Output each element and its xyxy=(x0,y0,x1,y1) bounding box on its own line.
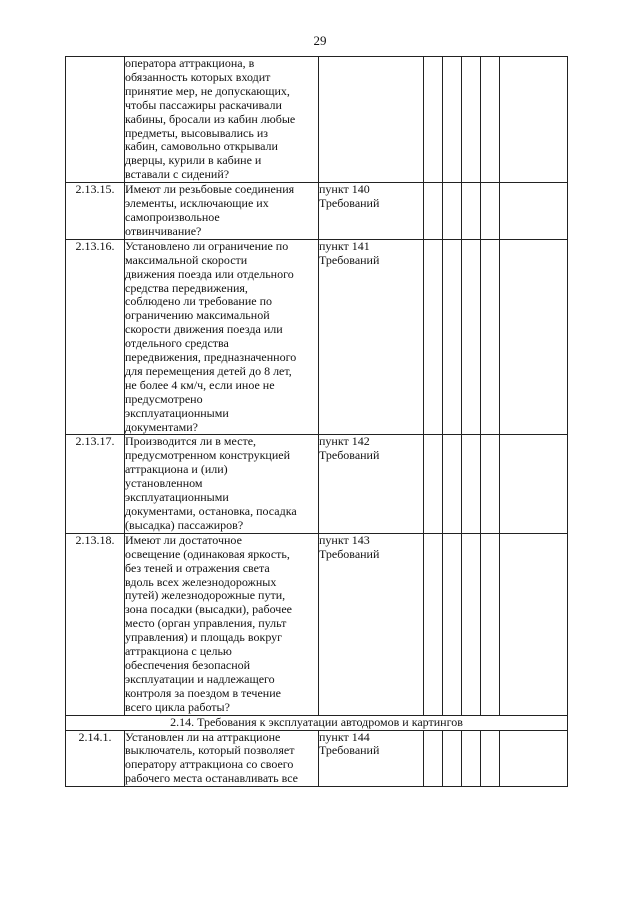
reference-cell xyxy=(319,57,424,183)
question-line: предусмотрено xyxy=(125,391,203,406)
question-line: соблюдено ли требование по xyxy=(125,294,272,309)
answer-cell xyxy=(500,57,568,183)
answer-cell xyxy=(481,730,500,787)
question-line: чтобы пассажиры раскачивали xyxy=(125,97,282,112)
item-number: 2.13.16. xyxy=(75,238,115,253)
question-line: (высадка) пассажиров? xyxy=(125,517,244,532)
question-line: Производится ли в месте, xyxy=(125,434,257,449)
answer-cell xyxy=(443,57,462,183)
question-line: ограничению максимальной xyxy=(125,308,270,323)
question-line: всего цикла работы? xyxy=(125,699,230,714)
question-line: самопроизвольное xyxy=(125,209,220,224)
question-cell xyxy=(125,183,319,240)
answer-cell xyxy=(424,730,443,787)
answer-cell xyxy=(462,57,481,183)
question-line: дверцы, курили в кабине и xyxy=(125,153,262,168)
item-number: 2.14.1. xyxy=(78,729,112,744)
answer-cell xyxy=(500,183,568,240)
question-line: рабочего места останавливать все xyxy=(125,771,299,786)
reference-line: Требований xyxy=(319,196,380,211)
question-line: обеспечения безопасной xyxy=(125,657,251,672)
question-line: зона посадки (высадки), рабочее xyxy=(125,602,292,617)
reference-cell xyxy=(319,435,424,533)
table-row xyxy=(66,183,568,240)
question-line: документами? xyxy=(125,419,199,434)
answer-cell xyxy=(481,435,500,533)
answer-cell xyxy=(462,730,481,787)
answer-cell xyxy=(500,533,568,715)
reference-line: пункт 140 xyxy=(319,182,370,197)
reference-cell xyxy=(319,183,424,240)
table-row xyxy=(66,730,568,787)
question-line: для перемещения детей до 8 лет, xyxy=(125,363,292,378)
question-line: управления) и площадь вокруг xyxy=(125,630,283,645)
question-line: вставали с сидений? xyxy=(125,167,230,182)
answer-cell xyxy=(424,57,443,183)
question-line: кабины, бросали из кабин любые xyxy=(125,111,296,126)
question-line: Имеют ли резьбовые соединения xyxy=(125,182,295,197)
question-cell xyxy=(125,730,319,787)
question-line: предусмотренном конструкцией xyxy=(125,448,291,463)
question-line: скорости движения поезда или xyxy=(125,322,283,337)
question-line: отдельного средства xyxy=(125,336,229,351)
answer-cell xyxy=(462,239,481,435)
answer-cell xyxy=(424,435,443,533)
question-line: Установлен ли на аттракционе xyxy=(125,729,281,744)
answer-cell xyxy=(443,435,462,533)
question-line: передвижения, предназначенного xyxy=(125,350,297,365)
answer-cell xyxy=(481,57,500,183)
answer-cell xyxy=(500,435,568,533)
question-line: выключатель, который позволяет xyxy=(125,743,295,758)
table-row xyxy=(66,435,568,533)
answer-cell xyxy=(443,730,462,787)
section-row xyxy=(66,715,568,730)
reference-cell xyxy=(319,239,424,435)
question-line: эксплуатационными xyxy=(125,405,229,420)
reference-line: пункт 142 xyxy=(319,434,370,449)
question-line: эксплуатационными xyxy=(125,490,229,505)
question-line: вдоль всех железнодорожных xyxy=(125,574,277,589)
answer-cell xyxy=(500,239,568,435)
question-line: освещение (одинаковая яркость, xyxy=(125,546,290,561)
question-line: оператора аттракциона, в xyxy=(125,56,255,70)
question-line: принятие мер, не допускающих, xyxy=(125,83,290,98)
question-line: документами, остановка, посадка xyxy=(125,504,297,518)
answer-cell xyxy=(424,533,443,715)
reference-line: Требований xyxy=(319,546,380,561)
question-line: средства передвижения, xyxy=(125,280,248,295)
question-cell xyxy=(125,239,319,435)
reference-line: Требований xyxy=(319,448,380,463)
question-line: отвинчивание? xyxy=(125,223,202,238)
item-number: 2.13.15. xyxy=(75,182,115,197)
table-row xyxy=(66,57,568,183)
item-number-cell xyxy=(66,533,125,715)
reference-line: Требований xyxy=(319,743,380,758)
question-cell xyxy=(125,57,319,183)
question-line: Установлено ли ограничение по xyxy=(125,238,289,253)
answer-cell xyxy=(481,239,500,435)
question-line: элементы, исключающие их xyxy=(125,196,269,211)
answer-cell xyxy=(443,239,462,435)
page-number: 29 xyxy=(313,33,327,48)
answer-cell xyxy=(462,435,481,533)
checklist-table xyxy=(65,56,568,787)
answer-cell xyxy=(424,183,443,240)
section-heading: 2.14. Требования к эксплуатации автодромов и картингов xyxy=(66,715,568,730)
item-number-cell xyxy=(66,183,125,240)
question-cell xyxy=(125,435,319,533)
question-line: не более 4 км/ч, если иное не xyxy=(125,377,275,392)
question-line: контроля за поездом в течение xyxy=(125,685,281,700)
question-cell xyxy=(125,533,319,715)
reference-line: Требований xyxy=(319,252,380,267)
answer-cell xyxy=(424,239,443,435)
table-row xyxy=(66,533,568,715)
item-number: 2.13.17. xyxy=(75,434,115,449)
question-line: установленном xyxy=(125,476,203,491)
reference-line: пункт 141 xyxy=(319,238,370,253)
question-line: путей) железнодорожные пути, xyxy=(125,588,286,603)
answer-cell xyxy=(462,533,481,715)
question-line: обязанность которых входит xyxy=(125,69,271,84)
answer-cell xyxy=(462,183,481,240)
reference-line: пункт 143 xyxy=(319,532,370,547)
reference-cell xyxy=(319,730,424,787)
answer-cell xyxy=(443,183,462,240)
question-line: аттракциона и (или) xyxy=(125,462,228,477)
reference-cell xyxy=(319,533,424,715)
question-line: Имеют ли достаточное xyxy=(125,532,242,547)
question-line: предметы, высовывались из xyxy=(125,125,269,140)
answer-cell xyxy=(443,533,462,715)
question-line: кабин, самовольно открывали xyxy=(125,139,278,154)
question-line: оператору аттракциона со своего xyxy=(125,757,294,772)
answer-cell xyxy=(481,183,500,240)
item-number-cell xyxy=(66,730,125,787)
question-line: аттракциона с целью xyxy=(125,644,232,659)
table-row xyxy=(66,239,568,435)
item-number-cell xyxy=(66,239,125,435)
reference-line: пункт 144 xyxy=(319,729,370,744)
answer-cell xyxy=(481,533,500,715)
item-number: 2.13.18. xyxy=(75,532,115,547)
question-line: движения поезда или отдельного xyxy=(125,266,294,281)
answer-cell xyxy=(500,730,568,787)
item-number-cell xyxy=(66,435,125,533)
item-number-cell xyxy=(66,57,125,183)
question-line: без теней и отражения света xyxy=(125,560,270,575)
question-line: место (орган управления, пульт xyxy=(125,616,287,631)
question-line: эксплуатации и надлежащего xyxy=(125,671,275,686)
question-line: максимальной скорости xyxy=(125,252,248,267)
